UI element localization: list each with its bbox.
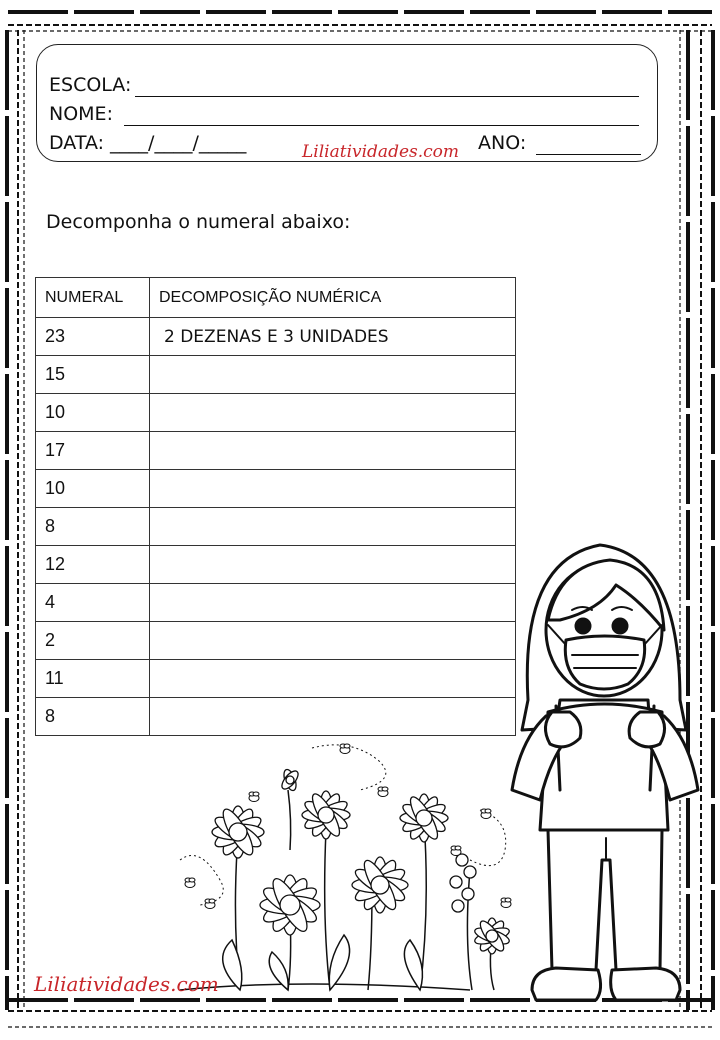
header-numeral: NUMERAL <box>36 278 150 318</box>
header-decomposition: DECOMPOSIÇÃO NUMÉRICA <box>150 278 516 318</box>
numeral-cell: 17 <box>36 432 150 470</box>
name-label: NOME: <box>49 103 113 125</box>
numeral-cell: 11 <box>36 660 150 698</box>
footer-watermark: Liliatividades.com <box>34 972 219 996</box>
instruction-text: Decomponha o numeral abaixo: <box>46 211 351 233</box>
grade-label: ANO: <box>478 132 527 154</box>
numeral-cell: 15 <box>36 356 150 394</box>
date-label: DATA: ____/____/_____ <box>49 132 247 154</box>
school-label: ESCOLA: <box>49 74 132 96</box>
numeral-cell: 10 <box>36 394 150 432</box>
numeral-cell: 23 <box>36 318 150 356</box>
header-watermark: Liliatividades.com <box>302 142 460 162</box>
decomposition-cell[interactable]: 2 DEZENAS E 3 UNIDADES <box>150 318 516 356</box>
numeral-cell: 12 <box>36 546 150 584</box>
numeral-cell: 8 <box>36 508 150 546</box>
numeral-cell: 4 <box>36 584 150 622</box>
numeral-cell: 10 <box>36 470 150 508</box>
numeral-cell: 2 <box>36 622 150 660</box>
numeral-cell: 8 <box>36 698 150 736</box>
